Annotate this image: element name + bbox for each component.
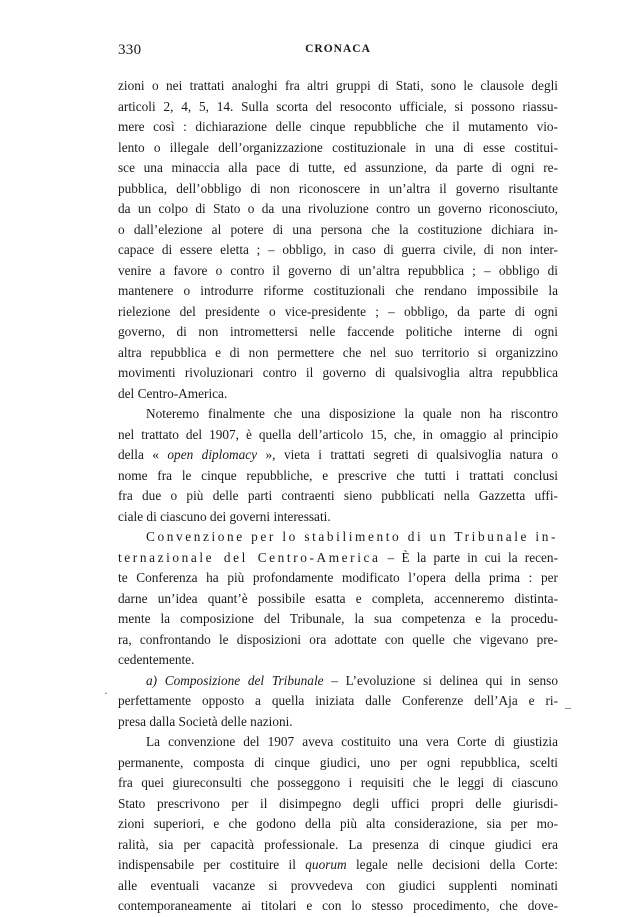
text-span: alle eventuali vacanze si provvedeva con giudici supplenti nominati bbox=[118, 877, 558, 893]
text-line bbox=[118, 138, 558, 159]
text-span: presa dalla Società delle nazioni. bbox=[118, 713, 293, 729]
text-span: permanente, composta di cinque giudici, uno per ogni repubblica, scelti bbox=[118, 754, 558, 770]
text-line bbox=[118, 404, 558, 425]
text-line bbox=[118, 671, 558, 692]
text-line bbox=[118, 302, 558, 323]
text-span: fra quei giureconsulti che posseggono i requisiti che le leggi di ciascuno bbox=[118, 775, 558, 790]
body-text bbox=[118, 76, 558, 917]
text-span: mente la composizione del Tribunale, la sua competenza e la procedu- bbox=[118, 611, 558, 626]
text-line bbox=[118, 568, 558, 589]
text-line bbox=[118, 630, 558, 651]
margin-mark: · bbox=[104, 686, 108, 700]
text-span: articoli 2, 4, 5, 14. Sulla scorta del resoconto ufficiale, si possono riassu- bbox=[118, 98, 558, 114]
page bbox=[118, 42, 558, 917]
text-span: sce una minaccia alla pace di tutte, ed assunzione, da parte di ogni re- bbox=[118, 160, 558, 175]
text-span: te Conferenza ha più profondamente modificato l’opera della prima : per bbox=[118, 570, 558, 585]
text-line bbox=[118, 691, 558, 712]
text-span: Noteremo finalmente che una disposizione la quale non ha riscontro bbox=[146, 406, 558, 421]
text-line bbox=[118, 773, 558, 794]
text-span: cedentemente. bbox=[118, 652, 195, 667]
text-line bbox=[118, 507, 558, 528]
text-line bbox=[118, 179, 558, 200]
text-line bbox=[118, 609, 558, 630]
text-line bbox=[118, 876, 558, 897]
text-span: darne un’idea quant’è possibile esatta e completa, accenneremo distinta- bbox=[118, 590, 558, 606]
running-head bbox=[118, 42, 558, 62]
text-span: zioni superiori, e che godono della più alta considerazione, sia per mo- bbox=[118, 816, 558, 831]
text-line bbox=[118, 220, 558, 241]
text-span: fra due o più delle parti contraenti sieno pubblicati nella Gazzetta uffi- bbox=[118, 488, 558, 503]
text-line bbox=[118, 712, 558, 733]
text-line bbox=[118, 650, 558, 671]
text-line bbox=[118, 527, 558, 548]
text-line bbox=[118, 322, 558, 343]
text-span: da un colpo di Stato o da una rivoluzione contro un governo riconosciuto, bbox=[118, 201, 558, 216]
text-line bbox=[118, 199, 558, 220]
text-line bbox=[118, 466, 558, 487]
text-span: zioni o nei trattati analoghi fra altri gruppi di Stati, sono le clausole degli bbox=[118, 78, 558, 93]
text-line bbox=[118, 261, 558, 282]
spaced-heading-span: ternazionale del Centro-America bbox=[118, 549, 381, 565]
text-line bbox=[118, 343, 558, 364]
text-span: legale nelle decisioni della Corte: bbox=[346, 857, 558, 872]
text-span: – L’evoluzione si delinea qui in senso bbox=[323, 672, 558, 688]
text-span: della « bbox=[118, 447, 168, 462]
text-span: indispensabile per costituire il bbox=[118, 857, 306, 872]
text-span: ra, confrontando le disposizioni ora adottate con quelle che vigevano pre- bbox=[118, 631, 558, 647]
spaced-heading-span: Convenzione per lo stabilimento di un Tribunale in- bbox=[146, 529, 558, 544]
text-span: governo, di non intromettersi nelle faccende politiche interne di ogni bbox=[118, 324, 558, 339]
text-span: rielezione del presidente o vice-presidente ; – obbligo, da parte di ogni bbox=[118, 303, 558, 319]
text-span: », vieta i trattati segreti di qualsivoglia natura o bbox=[257, 447, 558, 462]
text-line bbox=[118, 732, 558, 753]
text-line bbox=[118, 548, 558, 569]
page-number: 330 bbox=[118, 42, 142, 58]
text-line bbox=[118, 445, 558, 466]
text-span: ciale di ciascuno dei governi interessati. bbox=[118, 508, 331, 524]
text-span: contemporaneamente ai titolari e con lo stesso procedimento, che dove- bbox=[118, 898, 558, 913]
text-span: mere così : dichiarazione delle cinque repubbliche che il mutamento vio- bbox=[118, 119, 558, 134]
text-line bbox=[118, 363, 558, 384]
text-span: mantenere o introdurre riforme costituzionali che rendano impossibile la bbox=[118, 283, 558, 298]
text-span: movimenti rivoluzionari contro il governo di qualsivoglia altra repubblica bbox=[118, 365, 558, 380]
text-line bbox=[118, 117, 558, 138]
text-span: ralità, sia per capacità professionale. La presenza di cinque giudici era bbox=[118, 836, 558, 852]
text-span: nel trattato del 1907, è quella dell’articolo 15, che, in omaggio al principio bbox=[118, 426, 558, 442]
text-line bbox=[118, 281, 558, 302]
running-title: CRONACA bbox=[305, 43, 371, 55]
text-line bbox=[118, 97, 558, 118]
text-line bbox=[118, 794, 558, 815]
text-line bbox=[118, 855, 558, 876]
text-span: – È la parte in cui la recen- bbox=[380, 549, 558, 565]
text-span: La convenzione del 1907 aveva costituito una vera Corte di giustizia bbox=[146, 734, 558, 749]
text-line bbox=[118, 425, 558, 446]
text-line bbox=[118, 589, 558, 610]
text-line bbox=[118, 76, 558, 97]
text-span: pubblica, dell’obbligo di non riconoscere in un’altra il governo risultante bbox=[118, 180, 558, 196]
text-line bbox=[118, 240, 558, 261]
text-span: nome fra le cinque repubbliche, e prescrive che tutti i trattati conclusi bbox=[118, 467, 558, 483]
italic-span: a) Composizione del Tribunale bbox=[146, 672, 324, 688]
text-span: lento o illegale dell’organizzazione costituzionale in una di esse costitui- bbox=[118, 139, 558, 155]
text-line bbox=[118, 384, 558, 405]
text-line bbox=[118, 835, 558, 856]
text-span: venire a favore o contro il governo di un’altra repubblica ; – obbligo di bbox=[118, 262, 558, 278]
italic-span: quorum bbox=[305, 857, 347, 872]
text-span: o dall’elezione al potere di una persona che la costituzione dichiara in- bbox=[118, 221, 558, 237]
text-span: del Centro-America. bbox=[118, 385, 228, 401]
margin-mark: – bbox=[565, 700, 571, 714]
text-span: Stato prescrivono per il disimpegno degli uffici propri delle giurisdi- bbox=[118, 795, 558, 811]
text-line bbox=[118, 814, 558, 835]
text-span: altra repubblica e di non permettere che nel suo territorio si organizzino bbox=[118, 344, 558, 360]
text-span: perfettamente opposto a quella iniziata dalle Conferenze dell’Aja e ri- bbox=[118, 693, 558, 708]
text-line bbox=[118, 896, 558, 917]
italic-span: open diplomacy bbox=[167, 447, 258, 462]
text-line bbox=[118, 753, 558, 774]
text-span: capace di essere eletta ; – obbligo, in caso di guerra civile, di non inter- bbox=[118, 242, 558, 257]
text-line bbox=[118, 158, 558, 179]
text-line bbox=[118, 486, 558, 507]
